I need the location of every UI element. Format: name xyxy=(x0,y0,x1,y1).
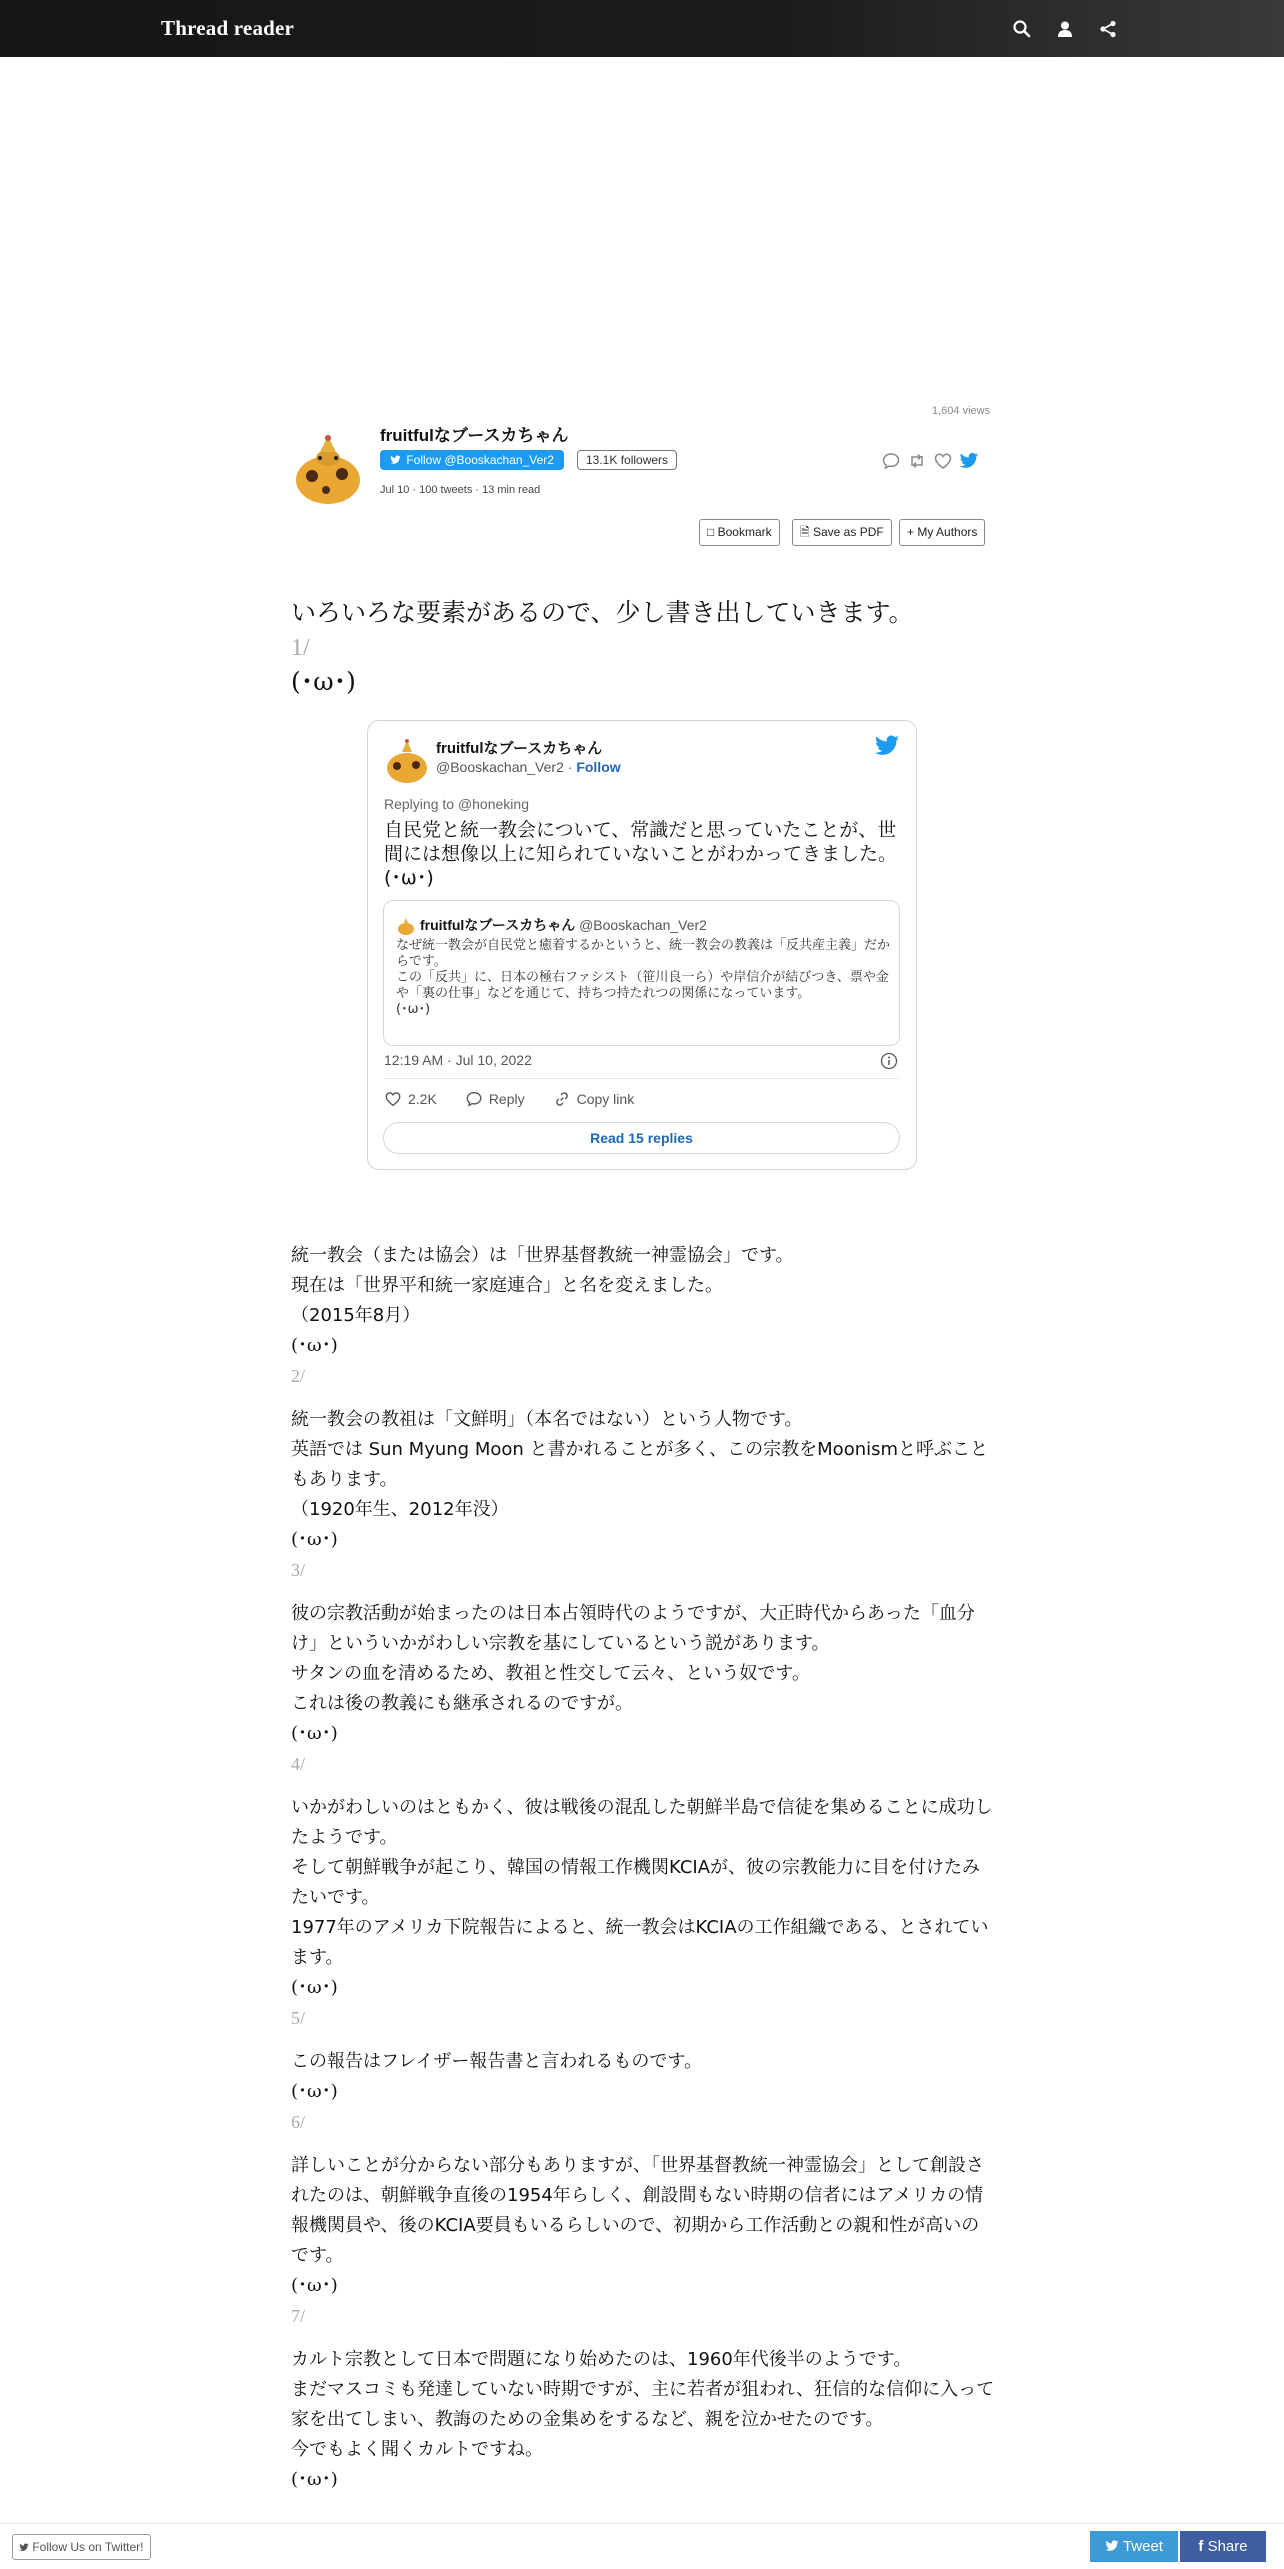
tweet-text-line: そして朝鮮戦争が起こり、韓国の情報工作機関KCIAが、彼の宗教能力に目を付けたみたいです。 xyxy=(291,1857,981,1908)
quote-body: なぜ統一教会が自民党と癒着するかというと、統一教会の教義は「反共産主義」だからです。 この「反共」に、日本の極右ファシスト（笹川良一ら）や岸信介が結びつき、票や金や「裏の仕事」などを通じて、持ちつ持たれつの関係になっています。 (･ω･) xyxy=(396,938,891,1017)
tweet-text-line: この報告はフレイザー報告書と言われるものです。 xyxy=(291,2051,702,2072)
twitter-icon[interactable] xyxy=(959,451,979,471)
quoted-tweet[interactable] xyxy=(383,900,900,1046)
search-icon[interactable] xyxy=(1012,19,1032,39)
embed-handle-row: @Booskachan_Ver2 · Follow xyxy=(436,759,621,775)
lead-text: いろいろな要素があるので、少し書き出していきます。 xyxy=(291,598,914,627)
followers-count[interactable]: 13.1K followers xyxy=(577,450,677,470)
tweet-face: (･ω･) xyxy=(291,1529,338,1550)
author-name[interactable]: fruitfulなブースカちゃん xyxy=(380,426,569,445)
embed-follow-link[interactable]: Follow xyxy=(576,759,621,775)
replying-prefix: Replying to xyxy=(384,796,458,812)
thread-tweet xyxy=(291,1241,996,1391)
file-icon: 🗎 xyxy=(800,525,810,539)
share-label: Share xyxy=(1207,2538,1248,2555)
tweet-text-line: 1977年のアメリカ下院報告によると、統一教会はKCIAの工作組織である、とされています。 xyxy=(291,1917,989,1968)
lead-face: (･ω･) xyxy=(291,667,356,696)
embed-avatar[interactable] xyxy=(383,736,431,784)
thread-tweet xyxy=(291,2047,996,2137)
tweet-face: (･ω･) xyxy=(291,1335,338,1356)
embed-author-name[interactable]: fruitfulなブースカちゃん xyxy=(436,740,603,757)
reply-action[interactable] xyxy=(465,1090,525,1108)
tweet-number[interactable]: 2/ xyxy=(291,1366,306,1386)
comment-icon xyxy=(465,1090,483,1108)
lead-tweet xyxy=(291,594,996,700)
thread-tweet xyxy=(291,2151,996,2331)
like-action[interactable] xyxy=(384,1090,437,1108)
thread-tweet xyxy=(291,2345,996,2495)
tweet-face: (･ω･) xyxy=(291,2469,338,2490)
twitter-bird-icon[interactable] xyxy=(874,735,900,757)
thread-meta: Jul 10 · 100 tweets · 13 min read xyxy=(380,484,541,496)
tweet-actions xyxy=(384,1090,662,1108)
tweet-text-line: 詳しいことが分からない部分もありますが、「世界基督教統一神霊協会」として創設されたのは、朝鮮戦争直後の1954年らしく、創設間もない時期の信者にはアメリカの情報機関員や、後のKCIA要員もいるらしいので、初期から工作活動との親和性が高いのです。 xyxy=(291,2155,984,2266)
tweet-face: (･ω･) xyxy=(291,2081,338,2102)
facebook-icon: f xyxy=(1198,2538,1204,2555)
quote-author-name: fruitfulなブースカちゃん xyxy=(420,917,576,933)
twitter-bird-icon xyxy=(1105,2540,1119,2552)
copy-link-label: Copy link xyxy=(576,1091,635,1107)
info-icon[interactable] xyxy=(880,1052,898,1070)
tweet-text-line: 現在は「世界平和統一家庭連合」と名を変えました。 xyxy=(291,1275,723,1296)
tweet-number[interactable]: 1/ xyxy=(291,635,310,661)
view-count: 1,604 views xyxy=(932,405,991,417)
twitter-bird-icon xyxy=(19,2543,29,2552)
site-logo[interactable]: Thread reader xyxy=(161,16,295,40)
tweet-text-line: これは後の教義にも継承されるのですが。 xyxy=(291,1693,633,1714)
author-avatar[interactable] xyxy=(290,430,366,506)
tweet-text-line: 統一教会の教祖は「文鮮明」（本名ではない）という人物です。 xyxy=(291,1409,803,1430)
embedded-tweet[interactable] xyxy=(367,720,917,1170)
tweet-label: Tweet xyxy=(1122,2538,1163,2555)
top-navbar xyxy=(0,0,1284,57)
thread-tweet xyxy=(291,1405,996,1585)
twitter-bird-icon xyxy=(390,455,401,465)
tweet-number[interactable]: 4/ xyxy=(291,1754,306,1774)
embed-body: 自民党と統一教会について、常識だと思っていたことが、世間には想像以上に知られていないことがわかってきました。 (･ω･) xyxy=(384,819,898,889)
my-authors-button[interactable] xyxy=(899,519,985,546)
tweet-face: (･ω･) xyxy=(291,1723,338,1744)
link-icon xyxy=(553,1090,571,1108)
follow-author-label: Follow @Booskachan_Ver2 xyxy=(406,453,554,467)
embed-handle[interactable]: @Booskachan_Ver2 xyxy=(436,759,564,775)
tweet-text-line: 彼の宗教活動が始まったのは日本占領時代のようですが、大正時代からあった「血分け」といういかがわしい宗教を基にしているという説があります。 xyxy=(291,1603,975,1654)
tweet-text-line: （2015年8月） xyxy=(291,1305,421,1326)
quote-avatar xyxy=(396,916,416,936)
retweet-icon[interactable] xyxy=(907,451,927,471)
tweet-number[interactable]: 7/ xyxy=(291,2306,306,2326)
plus-icon: + xyxy=(907,525,915,539)
tweet-timestamp[interactable]: 12:19 AM · Jul 10, 2022 xyxy=(384,1052,532,1068)
tweet-face: (･ω･) xyxy=(291,2275,338,2296)
tweet-text-line: （1920年生、2012年没） xyxy=(291,1499,509,1520)
tweet-number[interactable]: 5/ xyxy=(291,2008,306,2028)
reply-icon[interactable] xyxy=(881,451,901,471)
replying-to xyxy=(384,796,529,812)
tweet-text-line: 統一教会（または協会）は「世界基督教統一神霊協会」です。 xyxy=(291,1245,794,1266)
quote-handle: @Booskachan_Ver2 xyxy=(579,917,707,933)
save-pdf-button[interactable] xyxy=(792,519,892,546)
thread-tweet xyxy=(291,1599,996,1779)
bookmark-label: Bookmark xyxy=(717,525,772,539)
tweet-text-line: 英語では Sun Myung Moon と書かれることが多く、この宗教をMoonismと呼ぶこともあります。 xyxy=(291,1439,989,1490)
bookmark-icon: □ xyxy=(707,525,715,539)
thread-tweet xyxy=(291,1793,996,2033)
facebook-share-button[interactable] xyxy=(1180,2531,1266,2562)
follow-us-label: Follow Us on Twitter! xyxy=(32,2540,144,2554)
copy-link-action[interactable] xyxy=(553,1090,635,1108)
follow-author-button[interactable] xyxy=(380,450,564,470)
share-icons xyxy=(881,451,979,471)
quote-header xyxy=(396,915,707,936)
my-authors-label: My Authors xyxy=(917,525,978,539)
tweet-text-line: サタンの血を清めるため、教祖と性交して云々、という奴です。 xyxy=(291,1663,810,1684)
reply-label: Reply xyxy=(488,1091,525,1107)
tweet-number[interactable]: 6/ xyxy=(291,2112,306,2132)
tweet-text-line: カルト宗教として日本で問題になり始めたのは、1960年代後半のようです。 xyxy=(291,2349,912,2370)
bookmark-button[interactable] xyxy=(699,519,780,546)
like-count: 2.2K xyxy=(408,1091,437,1107)
tweet-button[interactable] xyxy=(1090,2531,1178,2562)
replying-to-link[interactable]: @honeking xyxy=(457,796,529,812)
share-icon[interactable] xyxy=(1098,19,1118,39)
tweet-text-line: 今でもよく聞くカルトですね。 xyxy=(291,2439,543,2460)
tweet-text-line: いかがわしいのはともかく、彼は戦後の混乱した朝鮮半島で信徒を集めることに成功したようです。 xyxy=(291,1797,993,1848)
heart-icon xyxy=(384,1090,402,1108)
thread-body xyxy=(291,1241,996,2509)
read-replies-button[interactable]: Read 15 replies xyxy=(383,1122,900,1154)
tweet-number[interactable]: 3/ xyxy=(291,1560,306,1580)
tweet-face: (･ω･) xyxy=(291,1977,338,1998)
user-icon[interactable] xyxy=(1055,19,1075,39)
like-icon[interactable] xyxy=(933,451,953,471)
divider xyxy=(384,1078,899,1079)
follow-us-button[interactable] xyxy=(12,2534,151,2560)
tweet-text-line: まだマスコミも発達していない時期ですが、主に若者が狙われ、狂信的な信仰に入って家を出てしまい、教誨のための金集めをするなど、親を泣かせたのです。 xyxy=(291,2379,995,2430)
bottom-bar xyxy=(0,2523,1284,2569)
save-pdf-label: Save as PDF xyxy=(813,525,884,539)
